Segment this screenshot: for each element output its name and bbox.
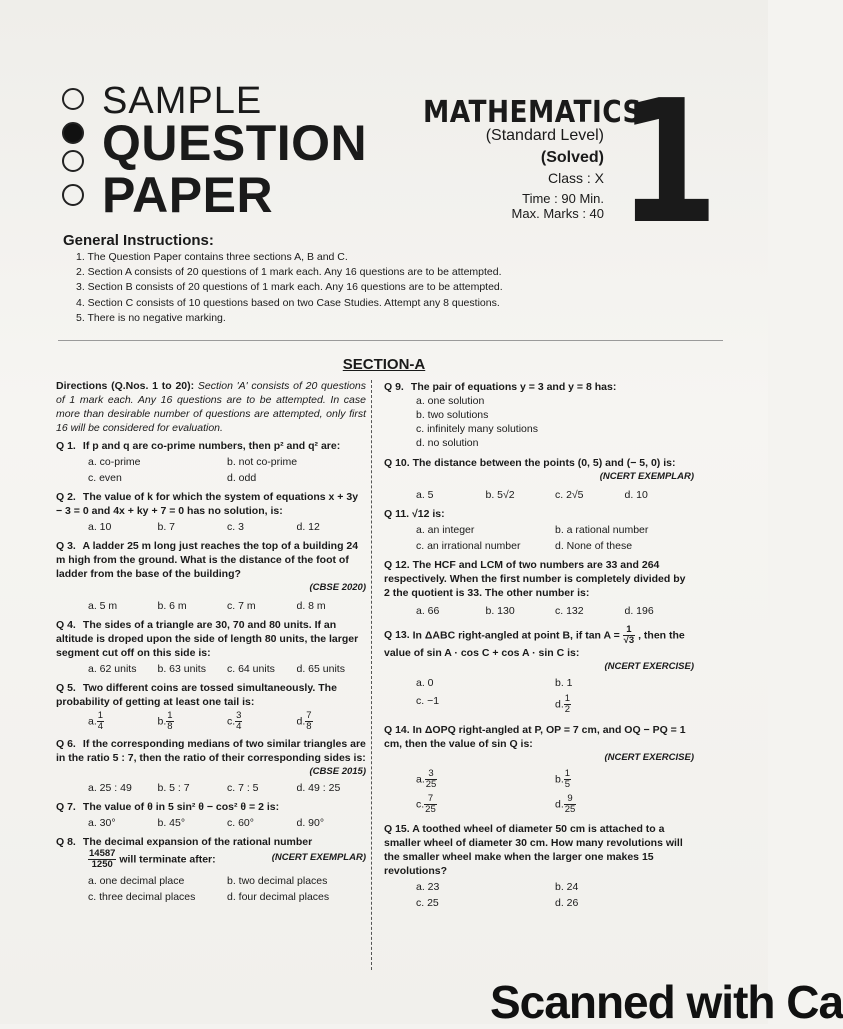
option: b. 63 units bbox=[157, 663, 206, 675]
question-number: Q 1. bbox=[56, 440, 76, 452]
instruction-item: 3. Section B consists of 20 questions of 1 mark each. Any 16 questions are to be attempted. bbox=[76, 281, 503, 294]
marks-label: Max. Marks : 40 bbox=[511, 206, 604, 221]
denominator: 4 bbox=[97, 721, 104, 732]
question-14 bbox=[384, 723, 694, 815]
question-text: The HCF and LCM of two numbers are 33 and 264 respectively. When the first number is completely divided by 2 the quotient is 33. The other number is: bbox=[384, 559, 686, 599]
option: c. 3 bbox=[227, 521, 244, 533]
question-text: A toothed wheel of diameter 50 cm is attached to a smaller wheel of diameter 30 cm. How many revolutions will the smaller wheel make when the larger one makes 15 revolutions? bbox=[384, 823, 683, 877]
question-9 bbox=[384, 380, 694, 450]
option: a. 62 units bbox=[88, 663, 137, 675]
option: a. 25 : 49 bbox=[88, 782, 132, 794]
question-text: The sides of a triangle are 30, 70 and 80 units. If an altitude is droped upon the side of length 80 units, the larger segment cut off on this side is: bbox=[56, 619, 359, 659]
directions bbox=[56, 379, 366, 435]
instructions-title: General Instructions: bbox=[63, 232, 214, 249]
fraction bbox=[97, 711, 104, 732]
option: a. 23 bbox=[416, 881, 440, 893]
fraction bbox=[235, 711, 242, 732]
option: d. no solution bbox=[416, 437, 479, 449]
numerator: 3 bbox=[425, 769, 438, 780]
subject-title: MATHEMATICS bbox=[423, 95, 642, 130]
source-tag: (NCERT EXERCISE) bbox=[604, 752, 694, 763]
level-label: (Standard Level) bbox=[485, 127, 604, 144]
option: d. 49 : 25 bbox=[296, 782, 341, 794]
numerator: 3 bbox=[236, 710, 242, 721]
numerator: 7 bbox=[306, 710, 312, 721]
denominator: 25 bbox=[564, 804, 576, 815]
directions-text: Section 'A' consists of 20 questions of 1 mark each. Any 16 questions are to be attempted. In case more than desirable number of questions are attempted, only first 16 will be considered for evaluation. bbox=[56, 380, 367, 434]
fraction bbox=[305, 711, 312, 732]
denominator: 25 bbox=[425, 804, 436, 815]
option: c. 132 bbox=[555, 605, 584, 617]
option: b. 7 bbox=[157, 521, 176, 533]
option: c. −1 bbox=[416, 695, 440, 707]
option bbox=[555, 794, 694, 815]
question-15 bbox=[384, 822, 694, 910]
option-label: a. bbox=[416, 773, 425, 786]
filled-circle-icon bbox=[62, 122, 84, 144]
option: a. one decimal place bbox=[88, 875, 185, 887]
question-text-cont: , then the value of sin A · cos C + cos A · sin C is: bbox=[384, 629, 685, 659]
option: d. four decimal places bbox=[227, 891, 330, 903]
option: c. 25 bbox=[416, 897, 439, 909]
question-text: If the corresponding medians of two similar triangles are in the ratio 5 : 7, then the ratio of their corresponding sides is: bbox=[56, 738, 366, 764]
circle-icon bbox=[62, 184, 84, 206]
question-number: Q 11. bbox=[384, 508, 410, 520]
option: b. two solutions bbox=[416, 409, 489, 421]
numerator: 9 bbox=[564, 794, 577, 805]
option: a. 30° bbox=[88, 817, 116, 829]
option bbox=[416, 794, 555, 815]
column-divider bbox=[371, 380, 372, 970]
question-number: Q 14. bbox=[384, 724, 410, 736]
fraction bbox=[166, 711, 173, 732]
option: d. 26 bbox=[555, 897, 579, 909]
question-number: Q 13. bbox=[384, 629, 410, 642]
option: b. 1 bbox=[555, 677, 573, 689]
question-number: Q 5. bbox=[56, 682, 76, 694]
option: d. None of these bbox=[555, 540, 633, 552]
question-11 bbox=[384, 507, 694, 553]
numerator: 7 bbox=[424, 794, 437, 805]
option-label: c. bbox=[227, 715, 236, 728]
question-text: In ΔABC right-angled at point B, if tan A = bbox=[412, 629, 620, 642]
option: b. 5 : 7 bbox=[157, 782, 190, 794]
fraction bbox=[564, 794, 577, 815]
section-title: SECTION-A bbox=[342, 356, 426, 373]
denominator: √3 bbox=[623, 635, 635, 646]
fraction bbox=[564, 769, 571, 790]
option-label: b. bbox=[157, 715, 167, 728]
option: b. 130 bbox=[485, 605, 515, 617]
option: b. two decimal places bbox=[227, 875, 328, 887]
solved-label: (Solved) bbox=[540, 149, 604, 166]
source-tag: (NCERT EXEMPLAR) bbox=[599, 471, 694, 482]
right-column bbox=[384, 380, 694, 910]
question-number: Q 10. bbox=[384, 457, 410, 469]
option: d. 196 bbox=[624, 605, 654, 617]
directions-label: Directions (Q.Nos. 1 to 20): bbox=[56, 380, 195, 392]
option: a. 5 bbox=[416, 489, 434, 501]
source-tag: (CBSE 2020) bbox=[309, 582, 366, 593]
question-text: In ΔOPQ right-angled at P, OP = 7 cm, and OQ − PQ = 1 cm, then the value of sin Q is: bbox=[384, 724, 686, 750]
source-tag: (CBSE 2015) bbox=[309, 766, 366, 777]
question-text: The decimal expansion of the rational number bbox=[82, 836, 313, 848]
option: b. not co-prime bbox=[227, 456, 298, 468]
option: d. 65 units bbox=[296, 663, 345, 675]
question-text: The value of θ in 5 sin² θ − cos² θ = 2 is: bbox=[82, 801, 280, 813]
numerator: 14587 bbox=[89, 848, 116, 859]
option: c. 64 units bbox=[227, 663, 275, 675]
fraction bbox=[623, 625, 636, 646]
option: b. 5√2 bbox=[485, 489, 515, 501]
question-number: Q 12. bbox=[384, 559, 410, 571]
numerator: 1 bbox=[564, 768, 571, 779]
option-label: d. bbox=[555, 798, 564, 811]
fraction bbox=[564, 694, 571, 715]
question-text: The pair of equations y = 3 and y = 8 has: bbox=[410, 381, 617, 393]
source-tag: (NCERT EXERCISE) bbox=[604, 661, 694, 672]
question-text: The distance between the points (0, 5) and (− 5, 0) is: bbox=[412, 457, 676, 469]
option: a. 10 bbox=[88, 521, 112, 533]
scanner-watermark: Scanned with Ca bbox=[490, 976, 843, 1028]
question-10 bbox=[384, 456, 694, 502]
circle-icon bbox=[62, 150, 84, 172]
option: a. 66 bbox=[416, 605, 440, 617]
question-8 bbox=[56, 835, 366, 904]
question-number: Q 6. bbox=[56, 738, 76, 750]
option-label: d. bbox=[296, 715, 306, 728]
question-7 bbox=[56, 800, 366, 830]
fraction bbox=[88, 849, 116, 870]
question-text-cont: will terminate after: bbox=[119, 853, 216, 866]
option: d. 12 bbox=[296, 521, 320, 533]
option: a. one solution bbox=[416, 395, 485, 407]
question-text: Two different coins are tossed simultaneously. The probability of getting at least one tail is: bbox=[56, 682, 337, 708]
option: a. 5 m bbox=[88, 600, 118, 612]
numerator: 1 bbox=[564, 693, 571, 704]
denominator: 2 bbox=[564, 704, 571, 715]
question-text: The value of k for which the system of equations x + 3y − 3 = 0 and 4x + ky + 7 = 0 has no solution, is: bbox=[56, 491, 359, 517]
instruction-item: 4. Section C consists of 10 questions based on two Case Studies. Attempt any 8 questions. bbox=[76, 296, 500, 309]
fraction bbox=[424, 794, 437, 815]
question-5 bbox=[56, 681, 366, 732]
fraction bbox=[425, 769, 438, 790]
option: a. co-prime bbox=[88, 456, 141, 468]
option: b. 24 bbox=[555, 881, 579, 893]
question-number: Q 8. bbox=[56, 836, 76, 848]
title-word-sample: SAMPLE bbox=[102, 80, 263, 122]
option bbox=[158, 711, 228, 732]
option: b. 6 m bbox=[157, 600, 187, 612]
option: d. 8 m bbox=[296, 600, 326, 612]
question-13 bbox=[384, 625, 694, 715]
question-text: √12 is: bbox=[412, 508, 445, 520]
option-label: d. bbox=[555, 698, 564, 711]
denominator: 4 bbox=[236, 721, 242, 732]
numerator: 1 bbox=[623, 625, 636, 636]
option: d. odd bbox=[227, 472, 257, 484]
instructions-list bbox=[76, 250, 556, 326]
question-3 bbox=[56, 539, 366, 613]
class-label: Class : X bbox=[547, 170, 604, 186]
option: b. a rational number bbox=[555, 524, 649, 536]
option-label: b. bbox=[555, 773, 564, 786]
option-label: c. bbox=[416, 798, 425, 811]
option: c. infinitely many solutions bbox=[416, 423, 538, 435]
source-tag: (NCERT EXEMPLAR) bbox=[271, 852, 366, 863]
option: a. an integer bbox=[416, 524, 475, 536]
question-4 bbox=[56, 618, 366, 676]
question-number: Q 2. bbox=[56, 491, 76, 503]
option: d. 90° bbox=[296, 817, 325, 829]
option bbox=[555, 694, 694, 715]
circle-icon bbox=[62, 88, 84, 110]
question-number: Q 15. bbox=[384, 823, 410, 835]
numerator: 1 bbox=[167, 710, 173, 721]
denominator: 5 bbox=[564, 779, 571, 790]
option: c. 7 : 5 bbox=[227, 782, 259, 794]
option: c. three decimal places bbox=[88, 891, 196, 903]
question-12 bbox=[384, 558, 694, 618]
option bbox=[227, 711, 297, 732]
question-6 bbox=[56, 737, 366, 795]
instruction-item: 2. Section A consists of 20 questions of 1 mark each. Any 16 questions are to be attempted. bbox=[76, 266, 502, 279]
instruction-item: 1. The Question Paper contains three sections A, B and C. bbox=[76, 251, 348, 263]
option bbox=[555, 769, 694, 790]
option bbox=[297, 711, 367, 732]
paper-number: 1 bbox=[618, 64, 719, 262]
question-text: A ladder 25 m long just reaches the top of a building 24 m high from the ground. What is the distance of the foot of ladder from the base of the building? bbox=[56, 540, 359, 580]
option: c. 2√5 bbox=[555, 489, 584, 501]
option: a. 0 bbox=[416, 677, 434, 689]
denominator: 8 bbox=[306, 721, 312, 732]
option: d. 10 bbox=[624, 489, 648, 501]
numerator: 1 bbox=[97, 710, 104, 721]
question-1 bbox=[56, 439, 366, 485]
question-number: Q 7. bbox=[56, 801, 76, 813]
option: c. even bbox=[88, 472, 122, 484]
question-2 bbox=[56, 490, 366, 534]
option: c. 7 m bbox=[227, 600, 256, 612]
time-label: Time : 90 Min. bbox=[522, 191, 604, 206]
question-text: If p and q are co-prime numbers, then p² and q² are: bbox=[82, 440, 341, 452]
title-word-question: QUESTION bbox=[102, 115, 368, 171]
left-column bbox=[56, 379, 366, 904]
option bbox=[416, 769, 555, 790]
divider bbox=[58, 340, 723, 341]
question-number: Q 3. bbox=[56, 540, 76, 552]
denominator: 25 bbox=[425, 779, 437, 790]
question-number: Q 4. bbox=[56, 619, 76, 631]
question-number: Q 9. bbox=[384, 381, 404, 393]
option: c. 60° bbox=[227, 817, 254, 829]
title-word-paper: PAPER bbox=[102, 167, 274, 223]
option-label: a. bbox=[88, 715, 97, 728]
instruction-item: 5. There is no negative marking. bbox=[76, 311, 226, 324]
denominator: 8 bbox=[167, 721, 173, 732]
denominator: 1250 bbox=[91, 859, 113, 870]
option bbox=[88, 711, 158, 732]
option: b. 45° bbox=[157, 817, 186, 829]
option: c. an irrational number bbox=[416, 540, 521, 552]
